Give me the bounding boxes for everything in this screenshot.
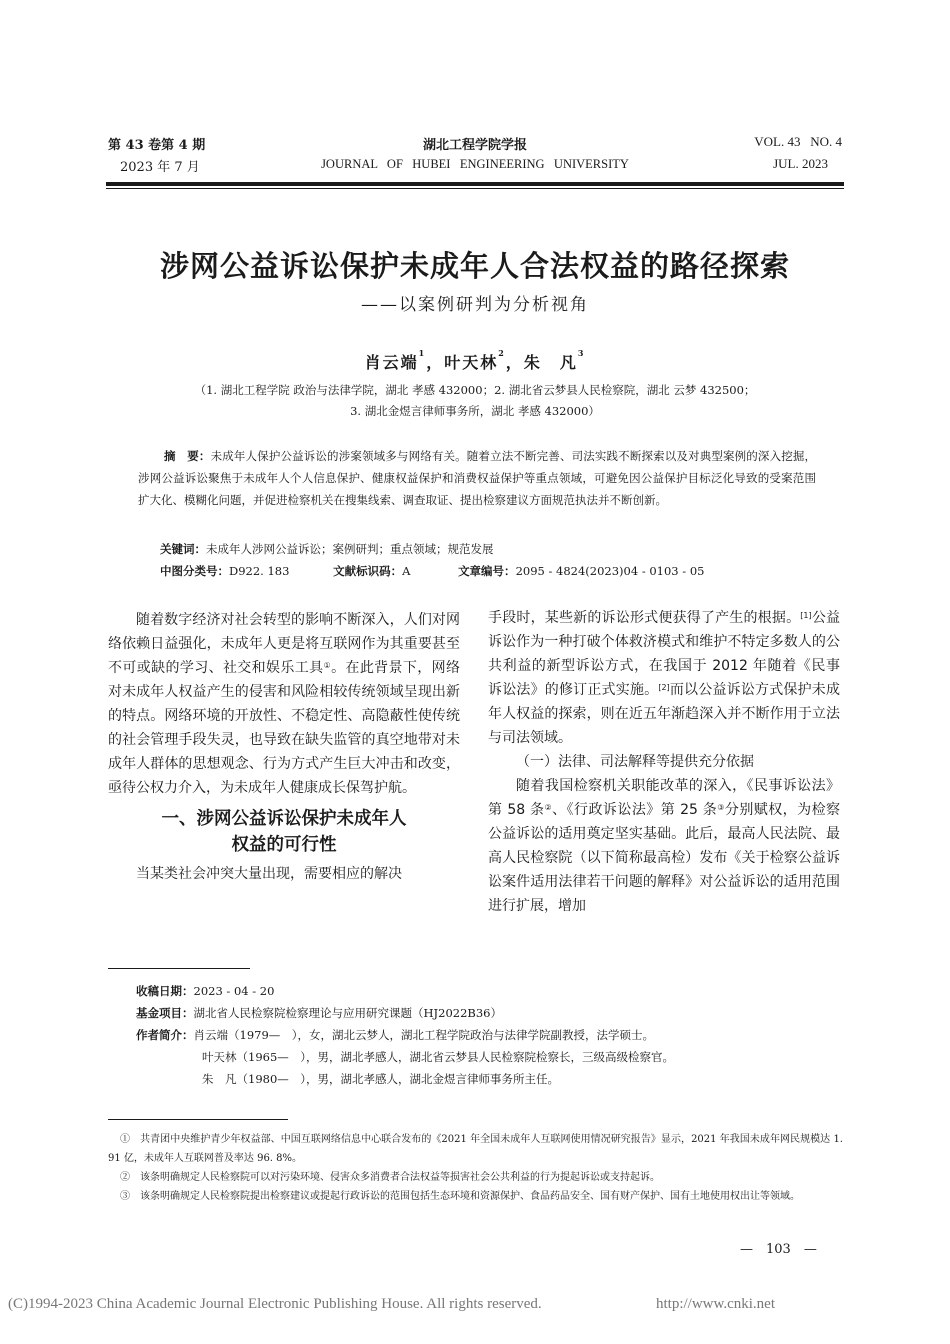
affiliation-line: （1. 湖北工程学院 政治与法律学院，湖北 孝感 432000；2. 湖北省云梦县人民检察院，湖北 云梦 432500； <box>194 383 756 397</box>
section-heading-line: 权益的可行性 <box>231 835 337 855</box>
meta-divider <box>108 968 250 969</box>
author-sup: 2 <box>498 348 506 358</box>
fund-label: 基金项目： <box>136 1006 194 1020</box>
body-paragraph <box>488 774 840 918</box>
body-column-left <box>108 608 460 886</box>
body-paragraph: 当某类社会冲突大量出现，需要相应的解决 <box>136 866 402 882</box>
clc-label: 中图分类号： <box>160 564 229 578</box>
author-list <box>0 350 950 373</box>
header-month-en: JUL. 2023 <box>773 156 828 171</box>
footnote-marker: ① <box>323 661 332 670</box>
fund-row <box>136 1002 856 1024</box>
bio-text: 叶天林（1965— ），男，湖北孝感人，湖北省云梦县人民检察院检察长，三级高级检察官。 <box>202 1050 675 1064</box>
body-paragraph <box>488 606 840 750</box>
bio-row <box>136 1046 856 1068</box>
footnote-marker: ② <box>544 803 553 812</box>
journal-name-cn: 湖北工程学院学报 <box>422 138 527 153</box>
author-name: 朱 凡 <box>523 353 578 372</box>
author-sep: ， <box>426 353 445 372</box>
header-vol-no: VOL. 43 NO. 4 <box>754 134 842 149</box>
body-text: 公益诉讼作为一种打破个体救济模式和维护不特定多数人的公共利益的新型诉讼方式，在我国于 2012 年随着《民事诉讼法》的修订正式实施。 <box>488 610 841 698</box>
reference-marker: [1] <box>800 611 812 620</box>
header-date: 2023 年 7 月 <box>120 160 200 175</box>
footnote-item: ② 该条明确规定人民检察院可以对污染环境、侵害众多消费者合法权益等损害社会公共利益的行为提起诉讼或支持起诉。 <box>120 1172 660 1183</box>
author-name: 肖云端 <box>364 353 419 372</box>
subsection-heading: （一）法律、司法解释等提供充分依据 <box>516 754 754 770</box>
body-text: 随着我国检察机关职能改革的深入，《民事诉讼法》第 58 条 <box>488 778 840 818</box>
doc-code-label: 文献标识码： <box>333 564 403 578</box>
page-number: — 103 — <box>740 1242 817 1257</box>
article-no-value: 2095 - 4824(2023)04 - 0103 - 05 <box>515 564 705 578</box>
header-rule-thin <box>106 188 844 189</box>
footnote-item: ③ 该条明确规定人民检察院提出检察建议或提起行政诉讼的范围包括生态环境和资源保护、食品药品安全、国有财产保护、国有土地使用权出让等领域。 <box>120 1191 800 1202</box>
header-rule-thick <box>106 182 844 186</box>
footnote-item: ① 共青团中央维护青少年权益部、中国互联网络信息中心联合发布的《2021 年全国未成年人互联网使用情况研究报告》显示，2021 年我国未成年网民规模达 1. 91 亿，未成年人互联网普及率达 96. 8%。 <box>108 1134 843 1164</box>
body-text: 而以公益诉讼方式保护未成年人权益的探索，则在近五年渐趋深入并不断作用于立法与司法领域。 <box>488 682 840 746</box>
abstract-label: 摘 要： <box>164 449 211 463</box>
section-heading-1 <box>108 806 460 858</box>
abstract-text: 未成年人保护公益诉讼的涉案领域多与网络有关。随着立法不断完善、司法实践不断探索以及对典型案例的深入挖掘，涉网公益诉讼聚焦于未成年人个人信息保护、健康权益保护和消费权益保护等重点领域，可避免因公益保护目标泛化导致的受案范围扩大化、模糊化问题，并促进检察机关在搜集线索、调查取证、提出检察建议方面规范执法并不断创新。 <box>138 449 817 507</box>
classification-row <box>160 563 840 579</box>
bio-text: 朱 凡（1980— ），男，湖北孝感人，湖北金煜言律师事务所主任。 <box>202 1072 560 1086</box>
footnote-divider <box>108 1119 288 1120</box>
header-volume-issue: 第 43 卷第 4 期 <box>108 138 206 153</box>
fund-value: 湖北省人民检察院检察理论与应用研究课题（HJ2022B36） <box>193 1006 502 1020</box>
received-value: 2023 - 04 - 20 <box>193 984 275 998</box>
author-sup: 3 <box>577 348 586 358</box>
keywords-label: 关键词： <box>160 542 206 556</box>
article-meta <box>136 980 856 1090</box>
author-sep: ， <box>505 353 524 372</box>
body-text: 手段时，某些新的诉讼形式便获得了产生的根据。 <box>488 610 801 626</box>
clc-value: D922. 183 <box>229 564 290 578</box>
bio-label: 作者简介： <box>136 1028 194 1042</box>
affiliation-line: 3. 湖北金煜言律师事务所，湖北 孝感 432000） <box>350 404 600 418</box>
body-text: 随着数字经济对社会转型的影响不断深入，人们对网络依赖日益强化，未成年人更是将互联网作为其重要甚至不可或缺的学习、社交和娱乐工具 <box>108 612 460 676</box>
received-row <box>136 980 856 1002</box>
copyright-watermark: (C)1994-2023 China Academic Journal Electronic Publishing House. All rights reserved. <box>8 1296 542 1312</box>
body-paragraph <box>108 608 460 800</box>
body-text: 、《行政诉讼法》第 25 条 <box>552 802 718 818</box>
affiliations <box>120 380 830 422</box>
bio-text: 肖云端（1979— ），女，湖北云梦人，湖北工程学院政治与法律学院副教授，法学硕士。 <box>193 1028 655 1042</box>
article-title: 涉网公益诉讼保护未成年人合法权益的路径探索 <box>159 249 790 283</box>
keywords-text: 未成年人涉网公益诉讼；案例研判；重点领域；规范发展 <box>206 542 494 556</box>
article-no-label: 文章编号： <box>458 564 516 578</box>
author-name: 叶天林 <box>444 353 499 372</box>
received-label: 收稿日期： <box>136 984 194 998</box>
body-text: 分别赋权，为检察公益诉讼的适用奠定坚实基础。此后，最高人民法院、最高人民检察院（以下简称最高检）发布《关于检察公益诉讼案件适用法律若干问题的解释》对公益诉讼的适用范围进行扩展，增加 <box>488 802 841 914</box>
footnote-marker: ③ <box>717 803 725 812</box>
journal-name-en: JOURNAL OF HUBEI ENGINEERING UNIVERSITY <box>321 157 629 171</box>
article-subtitle: ——以案例研判为分析视角 <box>361 295 589 315</box>
reference-marker: [2] <box>658 683 670 692</box>
cnki-link[interactable]: http://www.cnki.net <box>656 1296 776 1312</box>
bio-row <box>136 1024 856 1046</box>
body-text: 。在此背景下，网络对未成年人权益产生的侵害和风险相较传统领域呈现出新的特点。网络环境的开放性、不稳定性、高隐蔽性使传统的社会管理手段失灵，也导致在缺失监管的真空地带对未成年人群体的思想观念、行为方式产生巨大冲击和改变，亟待公权力介入，为未成年人健康成长保驾护航。 <box>108 660 461 796</box>
abstract <box>138 445 816 511</box>
body-column-right <box>488 606 840 918</box>
author-sup: 1 <box>418 348 427 358</box>
section-heading-line: 一、涉网公益诉讼保护未成年人 <box>161 809 407 829</box>
footnotes <box>108 1130 843 1206</box>
doc-code-value: A <box>402 564 411 578</box>
keywords <box>160 541 820 557</box>
bio-row <box>136 1068 856 1090</box>
